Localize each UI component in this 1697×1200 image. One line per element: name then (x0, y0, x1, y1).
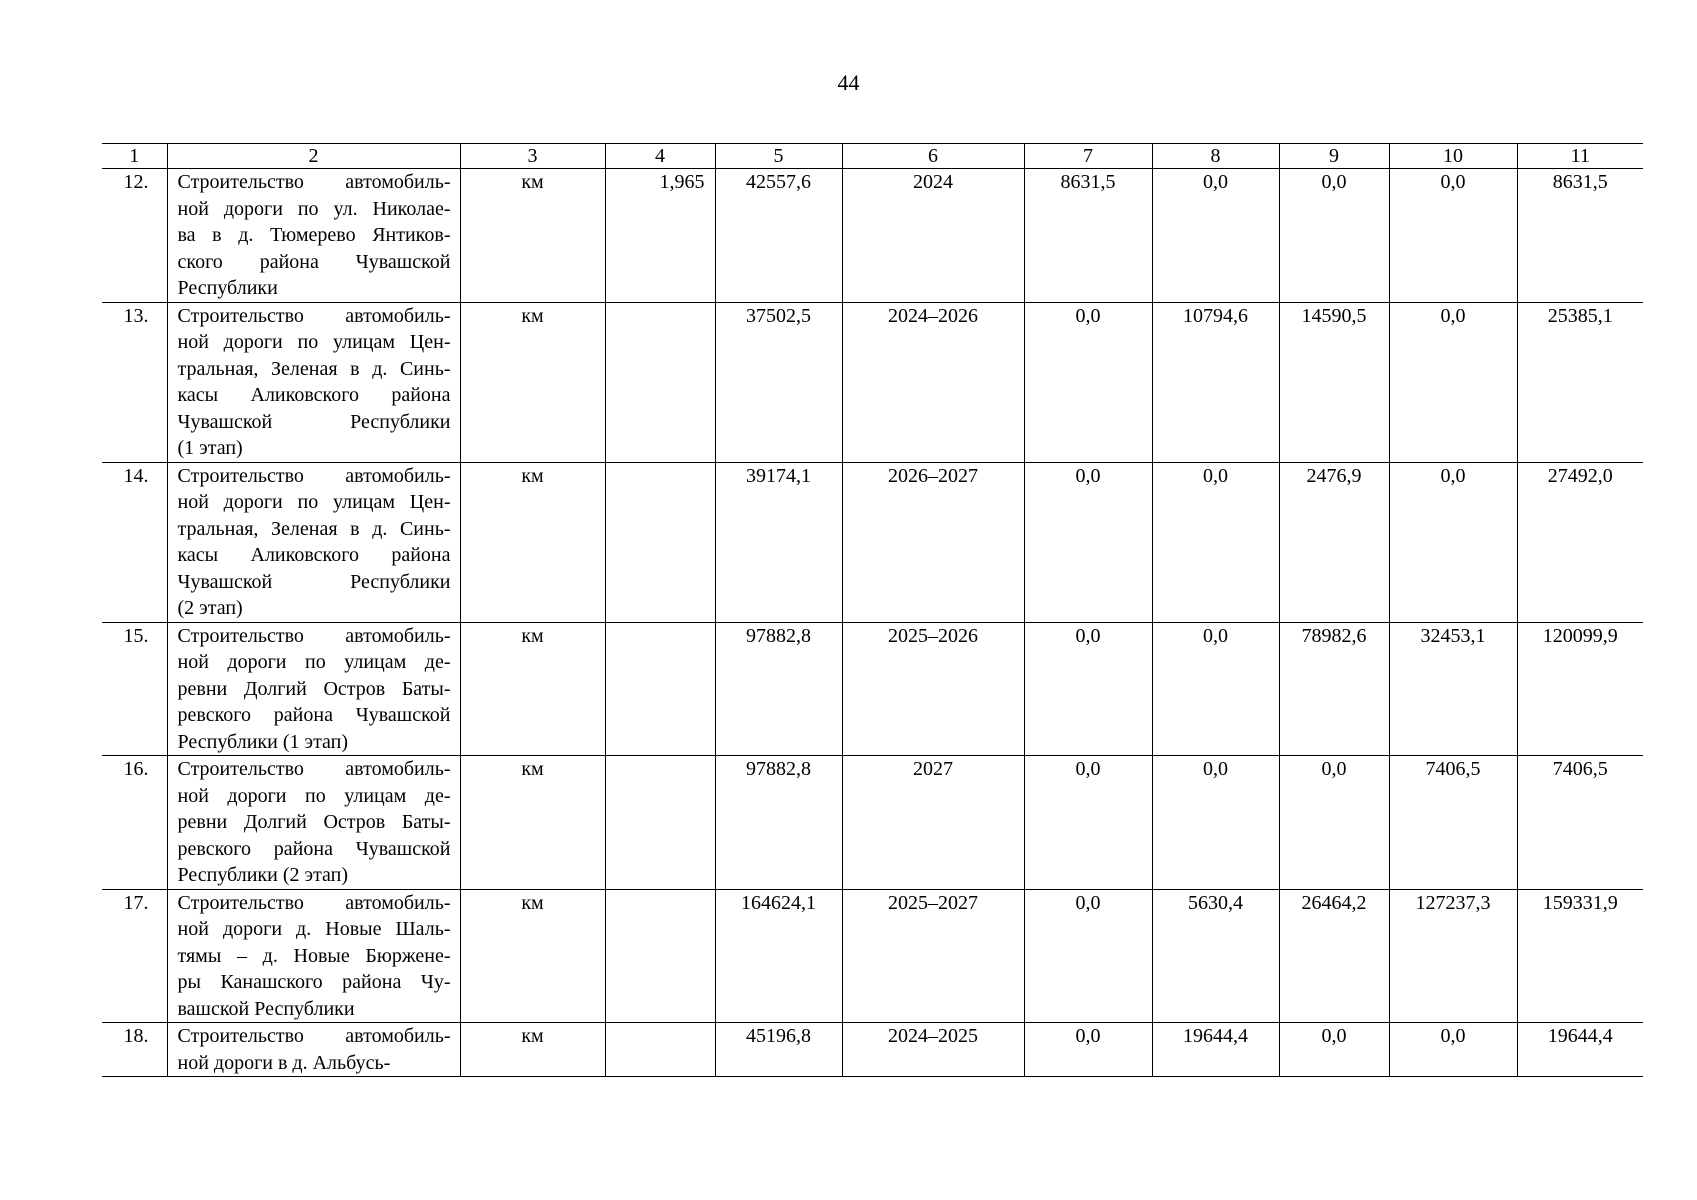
value-cell-10: 127237,3 (1389, 889, 1517, 1023)
unit-cell: км (460, 169, 605, 303)
column-number: 4 (605, 144, 715, 169)
column-number: 8 (1152, 144, 1279, 169)
object-name-line: Строительство автомобиль- (177, 464, 451, 487)
value-cell-7: 0,0 (1024, 889, 1152, 1023)
value-cell-10: 0,0 (1389, 1023, 1517, 1077)
value-cell-8: 0,0 (1152, 169, 1279, 303)
object-name-line: тральная, Зеленая в д. Синь- (177, 517, 451, 540)
value-cell-7: 0,0 (1024, 756, 1152, 890)
table-row (102, 169, 1643, 303)
unit-cell: км (460, 462, 605, 622)
estimated-cost-cell: 42557,6 (715, 169, 842, 303)
unit-cell: км (460, 1023, 605, 1077)
row-number: 16. (102, 756, 167, 890)
unit-cell: км (460, 889, 605, 1023)
capacity-cell (605, 302, 715, 462)
row-number: 12. (102, 169, 167, 303)
column-number: 1 (102, 144, 167, 169)
table-row (102, 462, 1643, 622)
object-name (167, 302, 460, 462)
value-cell-9: 0,0 (1279, 756, 1389, 890)
object-name-line: ной дороги д. Новые Шаль- (177, 918, 451, 940)
column-number: 11 (1517, 144, 1643, 169)
object-name-line: (2 этап) (177, 597, 243, 619)
unit-cell: км (460, 622, 605, 756)
object-name-line: ной дороги по улицам де- (177, 784, 451, 807)
object-name-line: тральная, Зеленая в д. Синь- (177, 357, 451, 380)
years-cell: 2025–2026 (842, 622, 1024, 756)
value-cell-7: 0,0 (1024, 1023, 1152, 1077)
value-cell-11: 27492,0 (1517, 462, 1643, 622)
row-number: 17. (102, 889, 167, 1023)
object-name-line: (1 этап) (177, 437, 243, 459)
object-name (167, 462, 460, 622)
object-name-line: вашской Республики (177, 997, 355, 1020)
data-table (102, 143, 1643, 1077)
table-row (102, 302, 1643, 462)
estimated-cost-cell: 164624,1 (715, 889, 842, 1023)
capacity-cell (605, 756, 715, 890)
column-number-row (102, 144, 1643, 169)
object-name-line: ной дороги по ул. Николае- (177, 197, 451, 220)
value-cell-8: 10794,6 (1152, 302, 1279, 462)
object-name-line: касы Аликовского района (177, 384, 451, 406)
years-cell: 2024–2025 (842, 1023, 1024, 1077)
capacity-cell (605, 889, 715, 1023)
value-cell-11: 159331,9 (1517, 889, 1643, 1023)
estimated-cost-cell: 97882,8 (715, 756, 842, 890)
object-name-line: Строительство автомобиль- (177, 891, 451, 914)
object-name-line: Строительство автомобиль- (177, 624, 451, 647)
value-cell-9: 0,0 (1279, 169, 1389, 303)
row-number: 13. (102, 302, 167, 462)
object-name-line: ского района Чувашской (177, 250, 451, 273)
value-cell-9: 2476,9 (1279, 462, 1389, 622)
capacity-cell (605, 622, 715, 756)
estimated-cost-cell: 45196,8 (715, 1023, 842, 1077)
capacity-cell (605, 1023, 715, 1077)
value-cell-10: 7406,5 (1389, 756, 1517, 890)
value-cell-7: 0,0 (1024, 302, 1152, 462)
value-cell-7: 8631,5 (1024, 169, 1152, 303)
table-row (102, 622, 1643, 756)
object-name-line: Строительство автомобиль- (177, 758, 451, 780)
value-cell-11: 25385,1 (1517, 302, 1643, 462)
column-number: 10 (1389, 144, 1517, 169)
object-name (167, 169, 460, 303)
object-name-line: ной дороги по улицам Цен- (177, 331, 451, 353)
object-name (167, 622, 460, 756)
value-cell-11: 7406,5 (1517, 756, 1643, 890)
column-number: 3 (460, 144, 605, 169)
object-name-line: Чувашской Республики (177, 570, 451, 593)
row-number: 15. (102, 622, 167, 756)
column-number: 6 (842, 144, 1024, 169)
object-name-line: Строительство автомобиль- (177, 304, 451, 327)
value-cell-8: 5630,4 (1152, 889, 1279, 1023)
table-row (102, 889, 1643, 1023)
object-name-line: Строительство автомобиль- (177, 171, 451, 193)
value-cell-11: 8631,5 (1517, 169, 1643, 303)
object-name-line: ревни Долгий Остров Баты- (177, 811, 451, 833)
unit-cell: км (460, 302, 605, 462)
object-name-line: ва в д. Тюмерево Янтиков- (177, 224, 451, 246)
object-name-line: ревни Долгий Остров Баты- (177, 677, 451, 700)
object-name-line: тямы – д. Новые Бюржене- (177, 944, 451, 967)
object-name-line: ревского района Чувашской (177, 837, 451, 860)
estimated-cost-cell: 97882,8 (715, 622, 842, 756)
unit-cell: км (460, 756, 605, 890)
column-number: 7 (1024, 144, 1152, 169)
value-cell-11: 19644,4 (1517, 1023, 1643, 1077)
page-number: 44 (837, 70, 860, 95)
value-cell-8: 19644,4 (1152, 1023, 1279, 1077)
object-name-line: касы Аликовского района (177, 544, 451, 566)
object-name-line: Чувашской Республики (177, 410, 451, 433)
value-cell-9: 78982,6 (1279, 622, 1389, 756)
object-name-line: ревского района Чувашской (177, 704, 451, 726)
column-number: 9 (1279, 144, 1389, 169)
value-cell-10: 32453,1 (1389, 622, 1517, 756)
capacity-cell (605, 462, 715, 622)
table-row (102, 1023, 1643, 1077)
value-cell-7: 0,0 (1024, 462, 1152, 622)
estimated-cost-cell: 39174,1 (715, 462, 842, 622)
value-cell-11: 120099,9 (1517, 622, 1643, 756)
object-name-line: ры Канашского района Чу- (177, 971, 451, 993)
value-cell-10: 0,0 (1389, 302, 1517, 462)
value-cell-9: 0,0 (1279, 1023, 1389, 1077)
object-name (167, 756, 460, 890)
value-cell-8: 0,0 (1152, 462, 1279, 622)
years-cell: 2024 (842, 169, 1024, 303)
object-name-line: Республики (1 этап) (177, 730, 349, 753)
value-cell-10: 0,0 (1389, 169, 1517, 303)
estimated-cost-cell: 37502,5 (715, 302, 842, 462)
value-cell-7: 0,0 (1024, 622, 1152, 756)
object-name-line: Республики (177, 277, 278, 299)
object-name (167, 1023, 460, 1077)
value-cell-8: 0,0 (1152, 756, 1279, 890)
value-cell-9: 14590,5 (1279, 302, 1389, 462)
table-row (102, 756, 1643, 890)
object-name-line: ной дороги в д. Альбусь- (177, 1051, 391, 1074)
years-cell: 2026–2027 (842, 462, 1024, 622)
value-cell-10: 0,0 (1389, 462, 1517, 622)
capacity-cell: 1,965 (605, 169, 715, 303)
object-name-line: Строительство автомобиль- (177, 1025, 451, 1047)
years-cell: 2024–2026 (842, 302, 1024, 462)
row-number: 14. (102, 462, 167, 622)
column-number: 2 (167, 144, 460, 169)
object-name (167, 889, 460, 1023)
object-name-line: ной дороги по улицам Цен- (177, 491, 451, 513)
row-number: 18. (102, 1023, 167, 1077)
years-cell: 2025–2027 (842, 889, 1024, 1023)
years-cell: 2027 (842, 756, 1024, 890)
value-cell-9: 26464,2 (1279, 889, 1389, 1023)
object-name-line: Республики (2 этап) (177, 864, 349, 886)
object-name-line: ной дороги по улицам де- (177, 651, 451, 673)
column-number: 5 (715, 144, 842, 169)
value-cell-8: 0,0 (1152, 622, 1279, 756)
